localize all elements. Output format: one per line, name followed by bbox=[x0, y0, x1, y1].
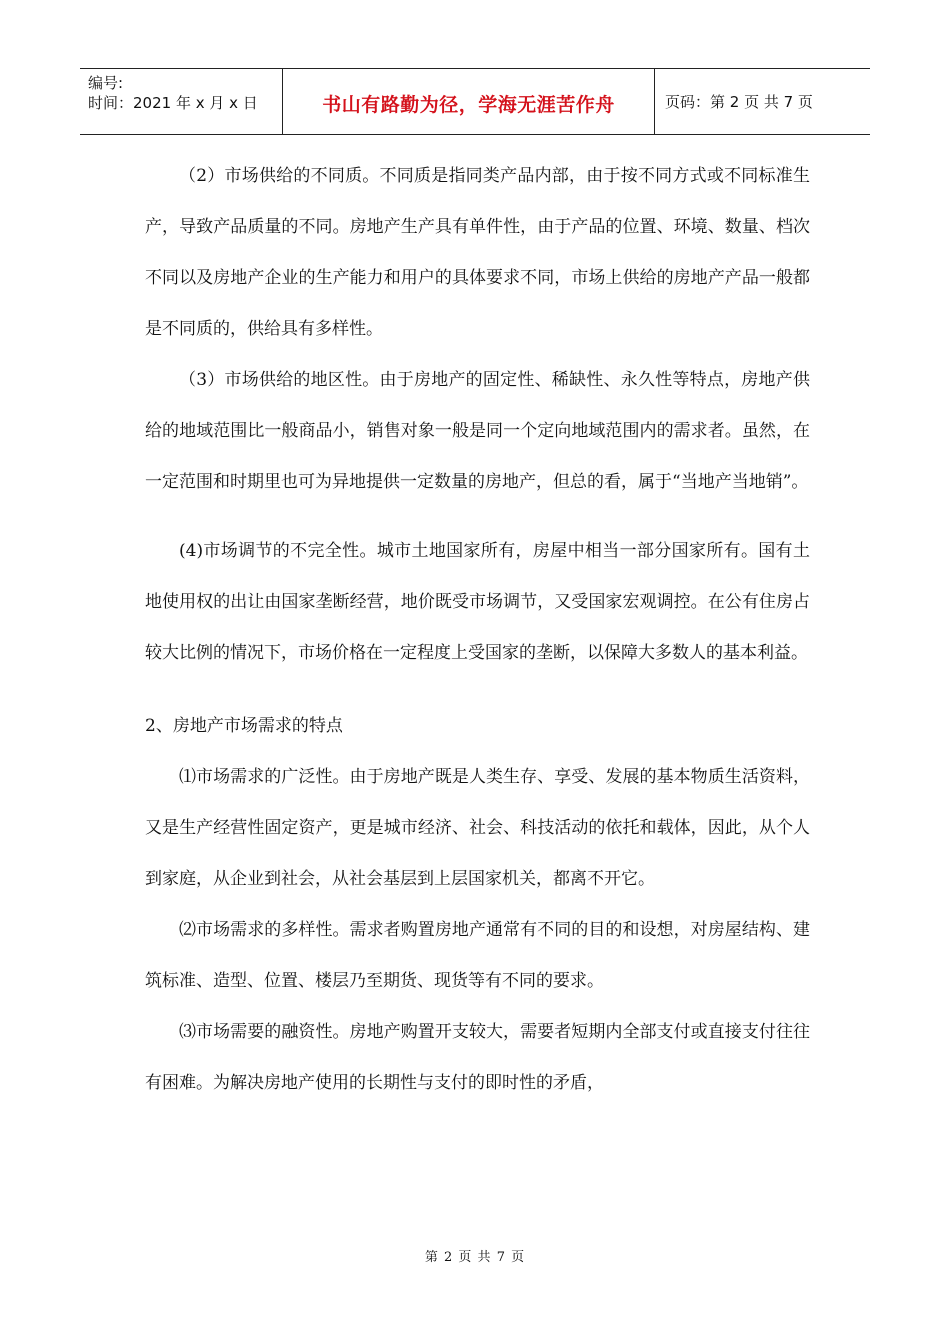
paragraph-demand-breadth: ⑴市场需求的广泛性。由于房地产既是人类生存、享受、发展的基本物质生活资料，又是生产经营性固定资产，更是城市经济、社会、科技活动的依托和载体，因此，从个人到家庭，从企业到社会，从社会基层到上层国家机关，都离不开它。 bbox=[145, 767, 810, 889]
header-motto: 书山有路勤为径，学海无涯苦作舟 bbox=[322, 94, 615, 116]
header-page-info: 页码：第 2 页 共 7 页 bbox=[665, 93, 813, 111]
header-motto-cell bbox=[283, 69, 655, 134]
header-page-cell bbox=[655, 69, 870, 134]
header-meta-cell bbox=[80, 69, 283, 134]
paragraph-demand-diversity: ⑵市场需求的多样性。需求者购置房地产通常有不同的目的和设想，对房屋结构、建筑标准、造型、位置、楼层乃至期货、现货等有不同的要求。 bbox=[145, 920, 810, 991]
paragraph-supply-heterogeneity: （2）市场供给的不同质。不同质是指同类产品内部，由于按不同方式或不同标准生产，导致产品质量的不同。房地产生产具有单件性，由于产品的位置、环境、数量、档次不同以及房地产企业的生产能力和用户的具体要求不同，市场上供给的房地产产品一般都是不同质的，供给具有多样性。 bbox=[145, 166, 810, 339]
paragraph-market-regulation: (4)市场调节的不完全性。城市土地国家所有，房屋中相当一部分国家所有。国有土地使用权的出让由国家垄断经营，地价既受市场调节，又受国家宏观调控。在公有住房占较大比例的情况下，市场价格在一定程度上受国家的垄断，以保障大多数人的基本利益。 bbox=[145, 541, 810, 663]
page-footer: 第 2 页 共 7 页 bbox=[424, 1250, 526, 1265]
document-body bbox=[145, 151, 810, 1109]
document-header bbox=[80, 68, 870, 135]
paragraph-demand-financing: ⑶市场需要的融资性。房地产购置开支较大，需要者短期内全部支付或直接支付往往有困难。为解决房地产使用的长期性与支付的即时性的矛盾， bbox=[145, 1022, 810, 1093]
paragraph-supply-regionality: （3）市场供给的地区性。由于房地产的固定性、稀缺性、永久性等特点，房地产供给的地域范围比一般商品小，销售对象一般是同一个定向地域范围内的需求者。虽然，在一定范围和时期里也可为异地提供一定数量的房地产，但总的看，属于“当地产当地销”。 bbox=[145, 370, 810, 492]
section-heading-demand: 2、房地产市场需求的特点 bbox=[145, 716, 343, 736]
document-number-label: 编号: bbox=[88, 74, 124, 92]
document-date-label: 时间：2021 年 x 月 x 日 bbox=[88, 94, 258, 112]
